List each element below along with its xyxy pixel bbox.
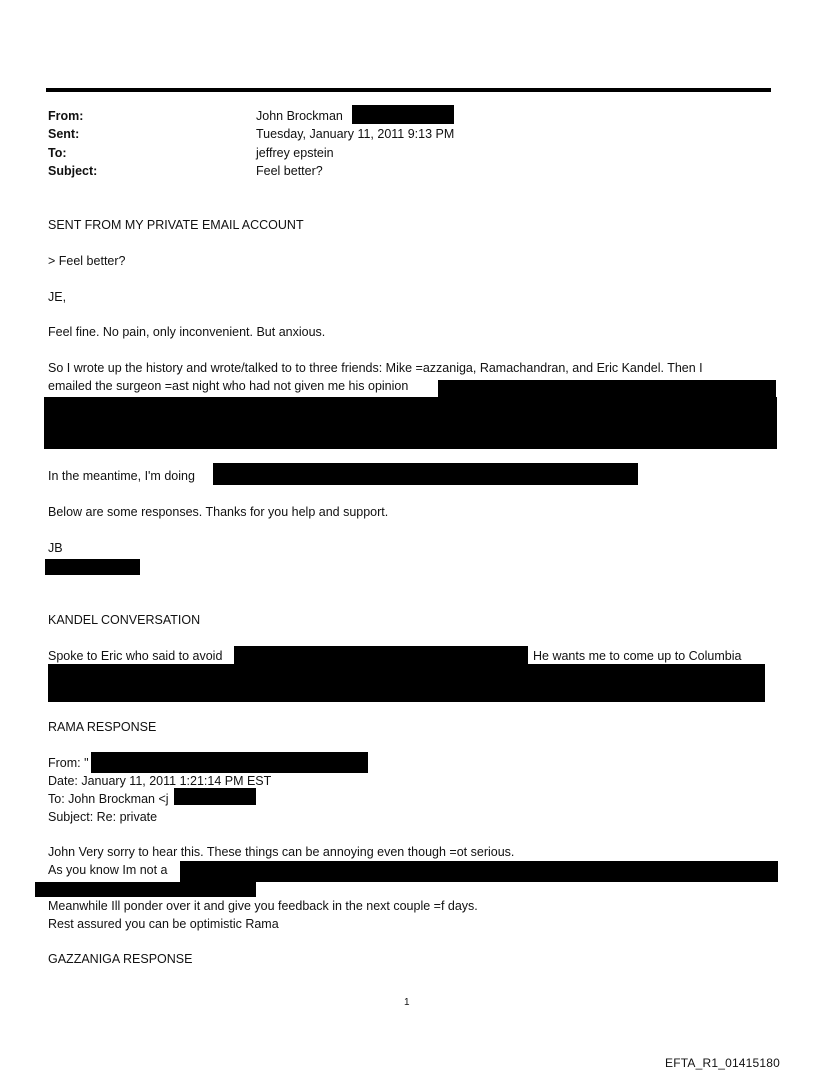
header-rule	[46, 88, 771, 92]
rama-date: Date: January 11, 2011 1:21:14 PM EST	[48, 774, 272, 788]
from-value: John Brockman	[256, 109, 343, 123]
sent-value: Tuesday, January 11, 2011 9:13 PM	[256, 127, 455, 141]
redaction-rama-body	[180, 861, 778, 882]
salutation: JE,	[48, 290, 67, 304]
kandel-heading: KANDEL CONVERSATION	[48, 613, 201, 627]
quoted-line: > Feel better?	[48, 254, 126, 268]
redaction-block-2	[48, 664, 765, 702]
redaction-meantime	[213, 463, 638, 485]
subject-label: Subject:	[48, 164, 98, 178]
redaction-rama-body-2	[35, 882, 256, 897]
subject-value: Feel better?	[256, 164, 323, 178]
redaction-block-1	[44, 397, 777, 449]
from-label: From:	[48, 109, 84, 123]
rama-body-2: As you know Im not a	[48, 863, 168, 877]
redaction-kandel-advice	[234, 646, 528, 666]
kandel-line-end: He wants me to come up to Columbia	[533, 649, 742, 663]
redaction-from-email	[352, 105, 454, 124]
page-number: 1	[404, 997, 410, 1008]
rama-from: From: "	[48, 756, 89, 770]
rama-body-1: John Very sorry to hear this. These things can be annoying even though =ot serious.	[48, 845, 515, 859]
signature: JB	[48, 541, 63, 555]
rama-heading: RAMA RESPONSE	[48, 720, 157, 734]
rama-subject: Subject: Re: private	[48, 810, 158, 824]
meantime-line: In the meantime, I'm doing	[48, 469, 195, 483]
paragraph-2-line-1: So I wrote up the history and wrote/talked to to three friends: Mike =azzaniga, Ramachandran, and Eric Kandel. Then I	[48, 361, 703, 375]
rama-body-4: Rest assured you can be optimistic Rama	[48, 917, 279, 931]
to-label: To:	[48, 146, 67, 160]
sent-label: Sent:	[48, 127, 80, 141]
to-value: jeffrey epstein	[256, 146, 334, 160]
private-account-line: SENT FROM MY PRIVATE EMAIL ACCOUNT	[48, 218, 304, 232]
kandel-line-start: Spoke to Eric who said to avoid	[48, 649, 223, 663]
redaction-rama-to	[174, 788, 256, 805]
gazzaniga-heading: GAZZANIGA RESPONSE	[48, 952, 193, 966]
redaction-signature	[45, 559, 140, 575]
rama-body-3: Meanwhile Ill ponder over it and give you feedback in the next couple =f days.	[48, 899, 478, 913]
paragraph-2-line-2: emailed the surgeon =ast night who had not given me his opinion	[48, 379, 409, 393]
redaction-rama-from	[91, 752, 368, 773]
redaction-surgeon-opinion	[438, 380, 776, 397]
responses-line: Below are some responses. Thanks for you help and support.	[48, 505, 389, 519]
document-id: EFTA_R1_01415180	[665, 1056, 781, 1070]
paragraph-1: Feel fine. No pain, only inconvenient. But anxious.	[48, 325, 326, 339]
rama-to: To: John Brockman <j	[48, 792, 169, 806]
